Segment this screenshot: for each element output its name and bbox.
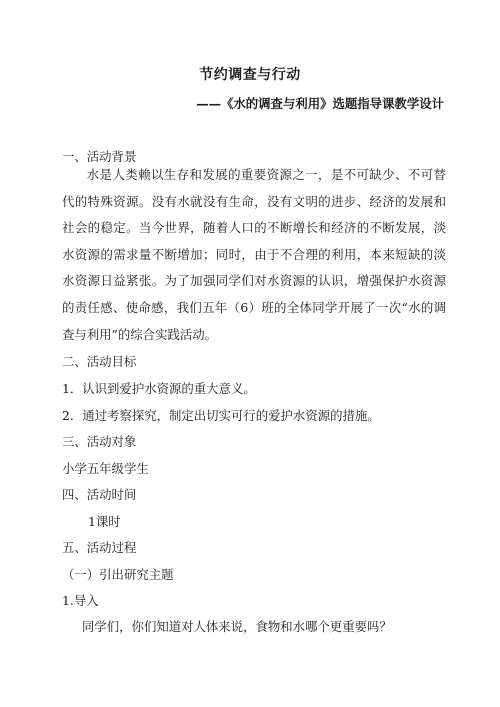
goals-heading: 二、活动目标 [62, 354, 137, 369]
goal-item-1: 1．认识到爱护水资源的重大意义。 [62, 381, 256, 396]
intro-label: 1.导入 [62, 593, 99, 608]
background-text: 水是人类赖以生存和发展的重要资源之一，是不可缺少、不可替代的特殊资源。没有水就没有生命，没有文明的进步、经济的发展和社会的稳定。当今世界，随着人口的不断增长和经济的不断发展，淡水资源的需求量不断增加；同时，由于不合理的利用，本来短缺的淡水资源日益紧张。为了加强同学们对水资源的认识，增强保护水资源的责任感、使命感，我们五年（6）班的全体同学开展了一次“水的调查与利用”的综合实践活动。 [62, 167, 446, 342]
intro-text: 同学们，你们知道对人体来说，食物和水哪个更重要吗？ [82, 619, 392, 634]
time-text: 1课时 [88, 514, 121, 529]
document-subtitle: ——《水的调查与利用》选题指导课教学设计 [196, 96, 444, 111]
goal-item-2: 2．通过考察探究，制定出切实可行的爱护水资源的措施。 [62, 408, 380, 423]
audience-text: 小学五年级学生 [62, 461, 149, 476]
process-heading: 五、活动过程 [62, 540, 137, 555]
background-paragraph [62, 162, 446, 348]
document-title: 节约调查与行动 [199, 67, 301, 83]
time-heading: 四、活动时间 [62, 487, 137, 502]
background-heading: 一、活动背景 [62, 149, 137, 164]
audience-heading: 三、活动对象 [62, 434, 137, 449]
process-subheading: （一）引出研究主题 [62, 567, 174, 582]
